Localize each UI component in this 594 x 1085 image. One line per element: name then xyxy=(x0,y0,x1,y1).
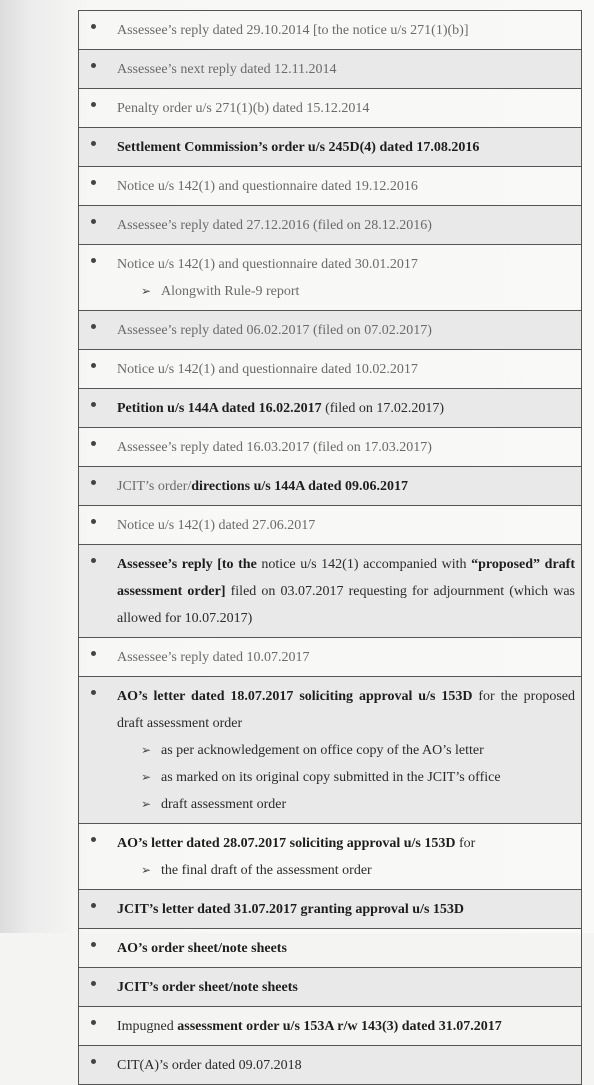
sub-item xyxy=(117,791,575,818)
bullet-dot-icon xyxy=(91,102,96,107)
row-text-normal: for the proposed draft assessment order xyxy=(117,689,576,731)
table-row xyxy=(79,929,581,968)
row-text xyxy=(117,434,575,461)
row-text-normal: Assessee’s reply dated 16.03.2017 (filed on 17.03.2017) xyxy=(117,440,432,455)
bullet-dot-icon xyxy=(91,558,96,563)
table-row xyxy=(79,428,581,467)
row-text xyxy=(117,395,575,422)
bullet-dot-icon xyxy=(91,324,96,329)
table-row xyxy=(79,467,581,506)
arrow-right-icon: ➢ xyxy=(141,770,152,784)
arrow-right-icon: ➢ xyxy=(141,797,152,811)
bullet-dot-icon xyxy=(91,903,96,908)
row-text-bold: JCIT’s letter dated 31.07.2017 granting approval u/s 153D xyxy=(117,902,465,917)
row-text-bold: AO’s letter dated 18.07.2017 soliciting approval u/s 153D xyxy=(117,689,473,704)
table-row xyxy=(79,545,581,638)
bullet-dot-icon xyxy=(91,480,96,485)
bullet-dot-icon xyxy=(91,837,96,842)
bullet-dot-icon xyxy=(91,258,96,263)
row-text xyxy=(117,830,575,857)
table-row xyxy=(79,890,581,929)
row-text-normal: for xyxy=(455,836,476,851)
row-text-normal: Impugned xyxy=(117,1019,178,1034)
sub-item xyxy=(117,857,575,884)
bullet-dot-icon xyxy=(91,441,96,446)
row-text-bold: AO’s letter dated 28.07.2017 soliciting approval u/s 153D xyxy=(117,836,456,851)
row-text xyxy=(117,251,575,278)
bullet-dot-icon xyxy=(91,141,96,146)
table-row xyxy=(79,968,581,1007)
row-text xyxy=(117,95,575,122)
bullet-dot-icon xyxy=(91,402,96,407)
row-text-bold: Settlement Commission’s order u/s 245D(4) dated 17.08.2016 xyxy=(117,140,480,155)
row-text xyxy=(117,134,575,161)
row-text-normal: Notice u/s 142(1) and questionnaire dated 19.12.2016 xyxy=(117,179,418,194)
row-text xyxy=(117,473,575,500)
table-row xyxy=(79,1046,581,1085)
sub-item-text: as per acknowledgement on office copy of the AO’s letter xyxy=(161,743,484,758)
row-text-normal: Assessee’s reply dated 10.07.2017 xyxy=(117,650,310,665)
bullet-dot-icon xyxy=(91,24,96,29)
row-text xyxy=(117,974,575,1001)
sub-item-text: as marked on its original copy submitted in the JCIT’s office xyxy=(161,770,501,785)
row-text-normal: notice u/s 142(1) accompanied with xyxy=(256,557,472,572)
row-text-bold: “proposed” draft assessment order] xyxy=(117,557,575,599)
table-row xyxy=(79,389,581,428)
row-text xyxy=(117,683,575,737)
row-text-bold: assessment order u/s 153A r/w 143(3) dated 31.07.2017 xyxy=(177,1019,502,1034)
row-text xyxy=(117,1013,575,1040)
table-row xyxy=(79,50,581,89)
table-row xyxy=(79,128,581,167)
row-text xyxy=(117,56,575,83)
table-row xyxy=(79,245,581,311)
row-text-normal: Assessee’s next reply dated 12.11.2014 xyxy=(117,62,337,77)
row-text xyxy=(117,1052,575,1079)
table-row xyxy=(79,206,581,245)
row-text-bold: Assessee’s reply [to the xyxy=(117,557,257,572)
arrow-right-icon: ➢ xyxy=(141,284,152,298)
sub-item xyxy=(117,278,575,305)
row-text xyxy=(117,935,575,962)
sub-item-text: Alongwith Rule-9 report xyxy=(161,284,300,299)
bullet-dot-icon xyxy=(91,690,96,695)
bullet-dot-icon xyxy=(91,1020,96,1025)
row-text xyxy=(117,173,575,200)
table-row xyxy=(79,824,581,890)
sub-item-text: the final draft of the assessment order xyxy=(161,863,372,878)
row-text-bold: JCIT’s order sheet/note sheets xyxy=(117,980,298,995)
row-text-normal: Assessee’s reply dated 06.02.2017 (filed on 07.02.2017) xyxy=(117,323,432,338)
row-text-normal: Penalty order u/s 271(1)(b) dated 15.12.2014 xyxy=(117,101,370,116)
table-row xyxy=(79,638,581,677)
row-text-normal: Assessee’s reply dated 27.12.2016 (filed on 28.12.2016) xyxy=(117,218,432,233)
row-text xyxy=(117,356,575,383)
row-text-normal: Notice u/s 142(1) dated 27.06.2017 xyxy=(117,518,316,533)
row-text xyxy=(117,644,575,671)
row-text-bold: Petition u/s 144A dated 16.02.2017 xyxy=(117,401,322,416)
row-text-normal: JCIT’s order/ xyxy=(117,479,192,494)
sub-item-text: draft assessment order xyxy=(161,797,287,812)
table-row xyxy=(79,1007,581,1046)
row-text-normal: Assessee’s reply dated 29.10.2014 [to the notice u/s 271(1)(b)] xyxy=(117,23,469,38)
row-text xyxy=(117,212,575,239)
table-row xyxy=(79,11,581,50)
row-text-normal: CIT(A)’s order dated 09.07.2018 xyxy=(117,1058,302,1073)
row-text-normal: Notice u/s 142(1) and questionnaire dated 10.02.2017 xyxy=(117,362,418,377)
row-text xyxy=(117,317,575,344)
arrow-right-icon: ➢ xyxy=(141,863,152,877)
row-text-normal: (filed on 17.02.2017) xyxy=(321,401,445,416)
row-text-normal: Notice u/s 142(1) and questionnaire dated 30.01.2017 xyxy=(117,257,418,272)
bullet-dot-icon xyxy=(91,180,96,185)
row-text xyxy=(117,896,575,923)
bullet-dot-icon xyxy=(91,219,96,224)
bullet-dot-icon xyxy=(91,363,96,368)
bullet-dot-icon xyxy=(91,942,96,947)
bullet-dot-icon xyxy=(91,1059,96,1064)
table-row xyxy=(79,167,581,206)
table-row xyxy=(79,506,581,545)
table-row xyxy=(79,677,581,824)
arrow-right-icon: ➢ xyxy=(141,743,152,757)
row-text xyxy=(117,512,575,539)
row-text-bold: AO’s order sheet/note sheets xyxy=(117,941,287,956)
row-text xyxy=(117,551,575,632)
sub-item xyxy=(117,737,575,764)
table-row xyxy=(79,311,581,350)
row-text-bold: directions u/s 144A dated 09.06.2017 xyxy=(191,479,409,494)
row-text-normal: filed on 03.07.2017 requesting for adjournment (which was allowed for 10.07.2017) xyxy=(117,584,575,626)
sub-item xyxy=(117,764,575,791)
bullet-dot-icon xyxy=(91,519,96,524)
table-row xyxy=(79,350,581,389)
chronology-table xyxy=(78,10,582,1085)
bullet-dot-icon xyxy=(91,651,96,656)
bullet-dot-icon xyxy=(91,63,96,68)
table-row xyxy=(79,89,581,128)
row-text xyxy=(117,17,575,44)
bullet-dot-icon xyxy=(91,981,96,986)
